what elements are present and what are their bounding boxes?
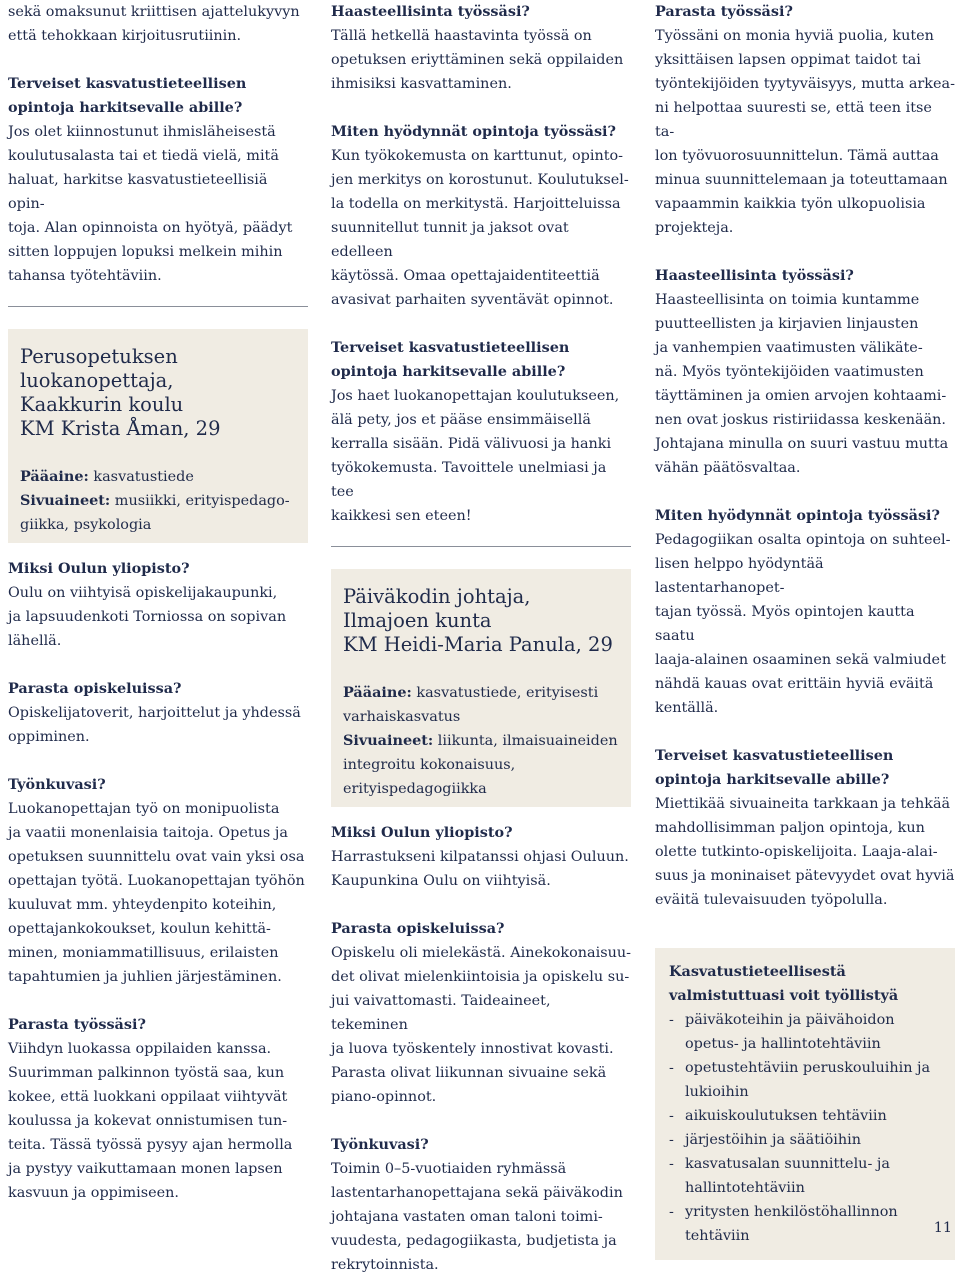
greetings-heading: Terveiset kasvatustieteellisen opintoja harkitsevalle abille?	[655, 747, 894, 788]
list-item	[669, 1152, 941, 1200]
employment-heading: Kasvatustieteellisestä valmistuttuasi voit työllistyä	[669, 963, 899, 1004]
best-work-text: Työssäni on monia hyviä puolia, kuten yksittäisen lapsen oppimat taidot tai työntekijöiden tyytyväisyys, mutta arkea- ni helpottaa suuresti se, että teen itse ta- lon työvuorosuunnittelun. Tämä auttaa minua suunnittelemaan ja toteuttamaan vapaammin kaikkia työn ulkopuolisia projekteja.	[655, 28, 955, 236]
list-item	[669, 1128, 941, 1152]
page-number: 11	[933, 1220, 952, 1236]
minors-label: Sivuaineet:	[20, 492, 111, 509]
profile-major	[343, 681, 619, 729]
job-heading: Työnkuvasi?	[331, 1136, 429, 1153]
profile-title: Perusopetuksen luokanopettaja, Kaakkurin koulu KM Krista Åman, 29	[20, 345, 221, 440]
list-item-text: aikuiskoulutuksen tehtäviin	[685, 1108, 887, 1124]
challenge-text: Haasteellisinta on toimia kuntamme puutteellisten ja kirjavien linjausten ja vanhempien vaatimusten välikäte- nä. Myös työntekijöiden vaatimusten täyttäminen ja omien arvojen kohtaami- nen ovat joskus ristiriidassa keskenään. Johtajana minulla on suuri vastuu mutta vähän päätösvaltaa.	[655, 292, 949, 476]
list-item	[669, 1008, 941, 1056]
list-dash: -	[669, 1156, 674, 1172]
list-item-text: järjestöihin ja säätiöihin	[685, 1132, 861, 1148]
challenge-heading: Haasteellisinta työssäsi?	[331, 3, 530, 20]
column-2	[331, 0, 631, 1277]
list-dash: -	[669, 1204, 674, 1220]
major-value: kasvatustiede	[88, 469, 194, 485]
major-value: kasvatustiede, erityisesti varhaiskasvatus	[343, 685, 599, 725]
profile-major	[20, 465, 296, 489]
best-study-text: Opiskelu oli mielekästä. Ainekokonaisuu- det olivat mielenkiintoisia ja opiskelu su- jui vaivattomasti. Taideaineet, tekeminen ja luova työskentely innostivat kovasti. Parasta olivat liikunnan sivuaine sekä piano-opinnot.	[331, 945, 631, 1105]
use-heading: Miten hyödynnät opintoja työssäsi?	[331, 123, 616, 140]
column-1	[8, 0, 308, 1205]
list-item	[669, 1104, 941, 1128]
greetings-text: Jos haet luokanopettajan koulutukseen, älä pety, jos et pääse ensimmäisellä kerralla sisään. Pidä välivuosi ja hanki työkokemusta. Tavoittele unelmiasi ja tee kaikkesi sen eteen!	[331, 388, 620, 524]
best-work-heading: Parasta työssäsi?	[8, 1016, 146, 1033]
list-dash: -	[669, 1012, 674, 1028]
best-study-heading: Parasta opiskeluissa?	[331, 920, 505, 937]
list-item	[669, 1056, 941, 1104]
employment-list	[669, 1008, 941, 1248]
minors-label: Sivuaineet:	[343, 732, 434, 749]
profile-box-heidi-maria	[331, 569, 631, 807]
challenge-text: Tällä hetkellä haastavinta työssä on opetuksen eriyttäminen sekä oppilaiden ihmisiksi kasvattaminen.	[331, 28, 624, 92]
greetings-text: Miettikää sivuaineita tarkkaan ja tehkää mahdollisimman paljon opintoja, kun olette tutkinto-opiskelijoita. Laaja-alai- suus ja moninaiset pätevyydet ovat hyviä eväitä tulevaisuuden työpolulla.	[655, 796, 955, 908]
best-work-text: Viihdyn luokassa oppilaiden kanssa. Suurimman palkinnon työstä saa, kun kokee, että luokkani oppilaat viihtyvät koulussa ja kokevat onnistumisen tun- teita. Tässä työssä pysyy ajan hermolla ja pystyy vaikuttamaan monen lapsen kasvuun ja oppimiseen.	[8, 1041, 293, 1201]
why-heading: Miksi Oulun yliopisto?	[331, 824, 513, 841]
profile-box-krista	[8, 329, 308, 543]
minors-value: musiikki, erityispedago- giikka, psykologia	[20, 493, 290, 533]
why-text: Oulu on viihtyisä opiskelijakaupunki, ja lapsuudenkoti Torniossa on sopivan lähellä.	[8, 585, 287, 649]
use-text: Kun työkokemusta on karttunut, opinto- jen merkitys on korostunut. Koulutuksel- la todella on merkitystä. Harjoitteluissa suunnitellut tunnit ja jaksot ovat edelleen käytössä. Omaa opettajaidentiteettiä avasivat parhaiten syventävät opinnot.	[331, 148, 629, 308]
greetings-heading: Terveiset kasvatustieteellisen opintoja harkitsevalle abille?	[331, 339, 570, 380]
best-work-heading: Parasta työssäsi?	[655, 3, 793, 20]
job-text: Luokanopettajan työ on monipuolista ja vaatii monenlaisia taitoja. Opetus ja opetuksen suunnittelu ovat vain yksi osa opettajan työtä. Luokanopettajan työhön kuuluvat mm. yhteydenpito koteihin, opettajankokoukset, koulun kehittä- minen, moniammatillisuus, erilaisten tapahtumien ja juhlien järjestäminen.	[8, 801, 305, 985]
list-item-text: päiväkoteihin ja päivähoidon opetus- ja hallintotehtäviin	[685, 1012, 895, 1052]
use-text: Pedagogiikan osalta opintoja on suhteel- lisen helppo hyödyntää lastentarhanopet- tajan työssä. Myös opintojen kautta saatu laaja-alainen osaaminen sekä valmiudet nähdä kauas ovat erittäin hyviä eväitä kentällä.	[655, 532, 951, 716]
minors-value: liikunta, ilmaisuaineiden integroitu kokonaisuus, erityispedagogiikka	[343, 733, 618, 797]
list-dash: -	[669, 1132, 674, 1148]
list-item	[669, 1200, 941, 1248]
profile-minors	[20, 489, 296, 537]
profile-title: Päiväkodin johtaja, Ilmajoen kunta KM Heidi-Maria Panula, 29	[343, 585, 613, 656]
job-text: Toimin 0–5-vuotiaiden ryhmässä lastentarhanopettajana sekä päiväkodin johtajana vastaten oman taloni toimi- vuudesta, pedagogiikasta, budjetista ja rekrytoinnista.	[331, 1161, 623, 1273]
profile-minors	[343, 729, 619, 801]
best-study-heading: Parasta opiskeluissa?	[8, 680, 182, 697]
why-text: Harrastukseni kilpatanssi ohjasi Ouluun. Kaupunkina Oulu on viihtyisä.	[331, 849, 629, 889]
best-study-text: Opiskelijatoverit, harjoittelut ja yhdessä oppiminen.	[8, 705, 301, 745]
list-item-text: kasvatusalan suunnittelu- ja hallintotehtäviin	[685, 1156, 890, 1196]
employment-box	[655, 948, 955, 1260]
use-heading: Miten hyödynnät opintoja työssäsi?	[655, 507, 940, 524]
greetings-heading: Terveiset kasvatustieteellisen opintoja harkitsevalle abille?	[8, 75, 247, 116]
column-3	[655, 0, 955, 1260]
major-label: Pääaine:	[20, 468, 89, 485]
list-dash: -	[669, 1060, 674, 1076]
list-dash: -	[669, 1108, 674, 1124]
job-heading: Työnkuvasi?	[8, 776, 106, 793]
greetings-text: Jos olet kiinnostunut ihmisläheisestä koulutusalasta tai et tiedä vielä, mitä haluat, harkitse kasvatustieteellisiä opin- toja. Alan opinnoista on hyötyä, päädyt sitten loppujen lopuksi melkein mihin tahansa työtehtäviin.	[8, 124, 293, 284]
list-item-text: opetustehtäviin peruskouluihin ja lukioihin	[685, 1060, 931, 1100]
challenge-heading: Haasteellisinta työssäsi?	[655, 267, 854, 284]
list-item-text: yritysten henkilöstöhallinnon tehtäviin	[685, 1204, 898, 1244]
major-label: Pääaine:	[343, 684, 412, 701]
why-heading: Miksi Oulun yliopisto?	[8, 560, 190, 577]
intro-text: sekä omaksunut kriittisen ajattelukyvyn että tehokkaan kirjoitusrutiinin.	[8, 4, 300, 44]
